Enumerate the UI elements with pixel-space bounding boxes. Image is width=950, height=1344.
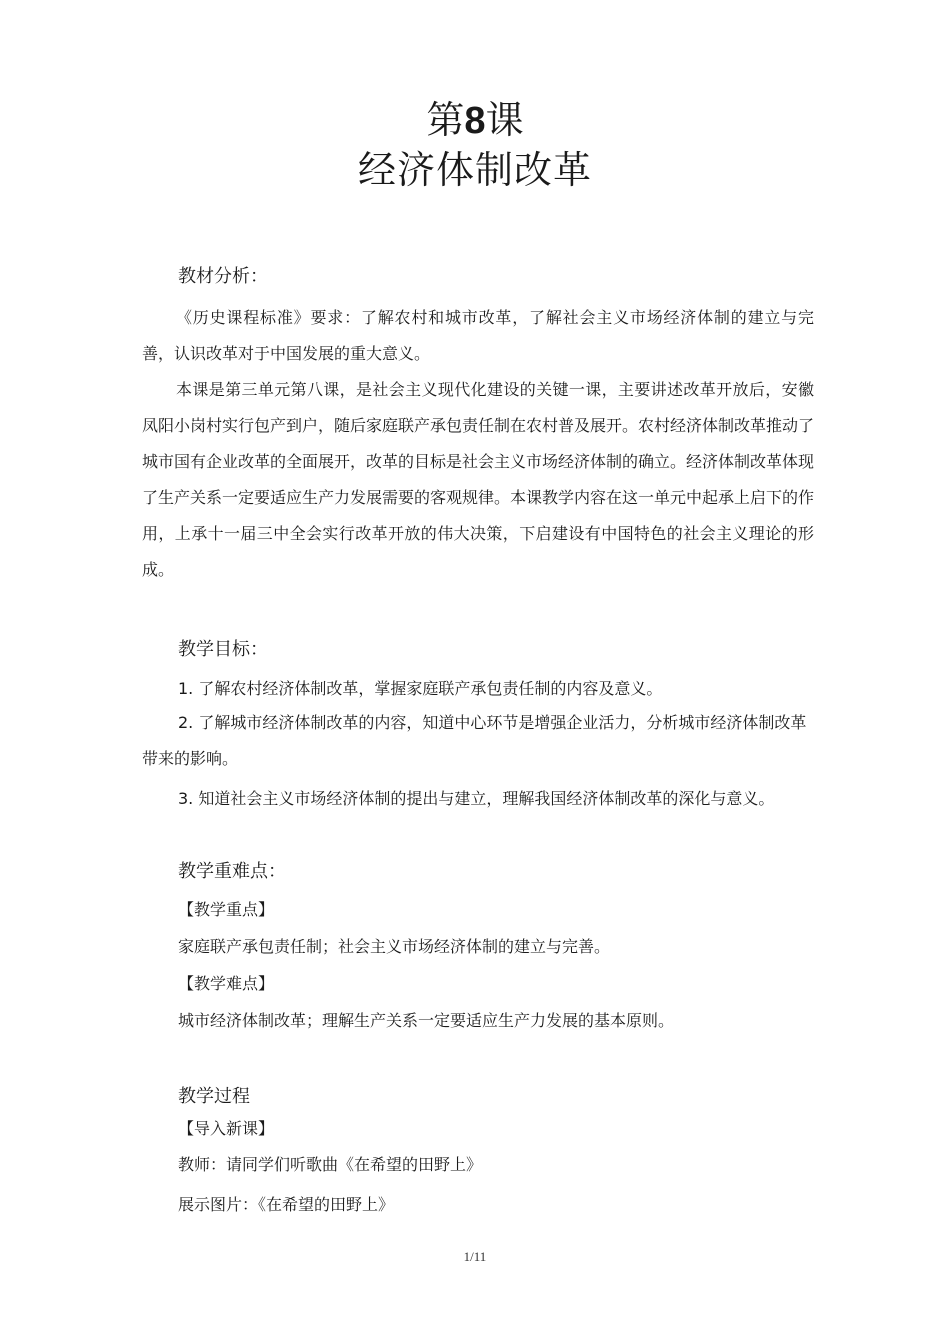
title-number: 8	[464, 100, 486, 142]
process-heading: 教学过程	[178, 1086, 250, 1107]
goal-item-2: 2. 了解城市经济体制改革的内容，知道中心环节是增强企业活力，分析城市经济体制改革带来的影响。	[142, 713, 807, 768]
materials-heading: 教材分析：	[178, 266, 268, 287]
teacher-line: 教师：请同学们听歌曲《在希望的田野上》	[178, 1155, 483, 1174]
page-number: 1/11	[463, 1249, 487, 1264]
key-point-text: 家庭联产承包责任制；社会主义市场经济体制的建立与完善。	[178, 937, 611, 956]
materials-paragraph-2: 本课是第三单元第八课，是社会主义现代化建设的关键一课，主要讲述改革开放后，安徽凤阳小岗村实行包产到户，随后家庭联产承包责任制在农村普及展开。农村经济体制改革推动了城市国有企业改革的全面展开，改革的目标是社会主义市场经济体制的确立。经济体制改革体现了生产关系一定要适应生产力发展需要的客观规律。本课教学内容在这一单元中起承上启下的作用，上承十一届三中全会实行改革开放的伟大决策，下启建设有中国特色的社会主义理论的形成。	[142, 380, 815, 579]
keypoints-heading: 教学重难点：	[178, 861, 286, 882]
difficult-point-text: 城市经济体制改革；理解生产关系一定要适应生产力发展的基本原则。	[178, 1011, 675, 1030]
key-point-label: 【教学重点】	[178, 900, 275, 919]
goal-item-1: 1. 了解农村经济体制改革，掌握家庭联产承包责任制的内容及意义。	[178, 679, 663, 698]
difficult-point-label: 【教学难点】	[178, 974, 275, 993]
goals-heading: 教学目标：	[178, 639, 268, 660]
materials-paragraph-1: 《历史课程标准》要求：了解农村和城市改革，了解社会主义市场经济体制的建立与完善，认识改革对于中国发展的重大意义。	[142, 308, 814, 363]
lesson-subtitle: 经济体制改革	[357, 148, 592, 192]
show-picture-line: 展示图片：《在希望的田野上》	[178, 1195, 395, 1214]
intro-label: 【导入新课】	[178, 1119, 275, 1138]
title-prefix: 第	[426, 98, 465, 142]
lesson-number-title	[0, 96, 950, 145]
goal-item-3: 3. 知道社会主义市场经济体制的提出与建立，理解我国经济体制改革的深化与意义。	[178, 789, 775, 808]
title-suffix: 课	[485, 98, 524, 142]
